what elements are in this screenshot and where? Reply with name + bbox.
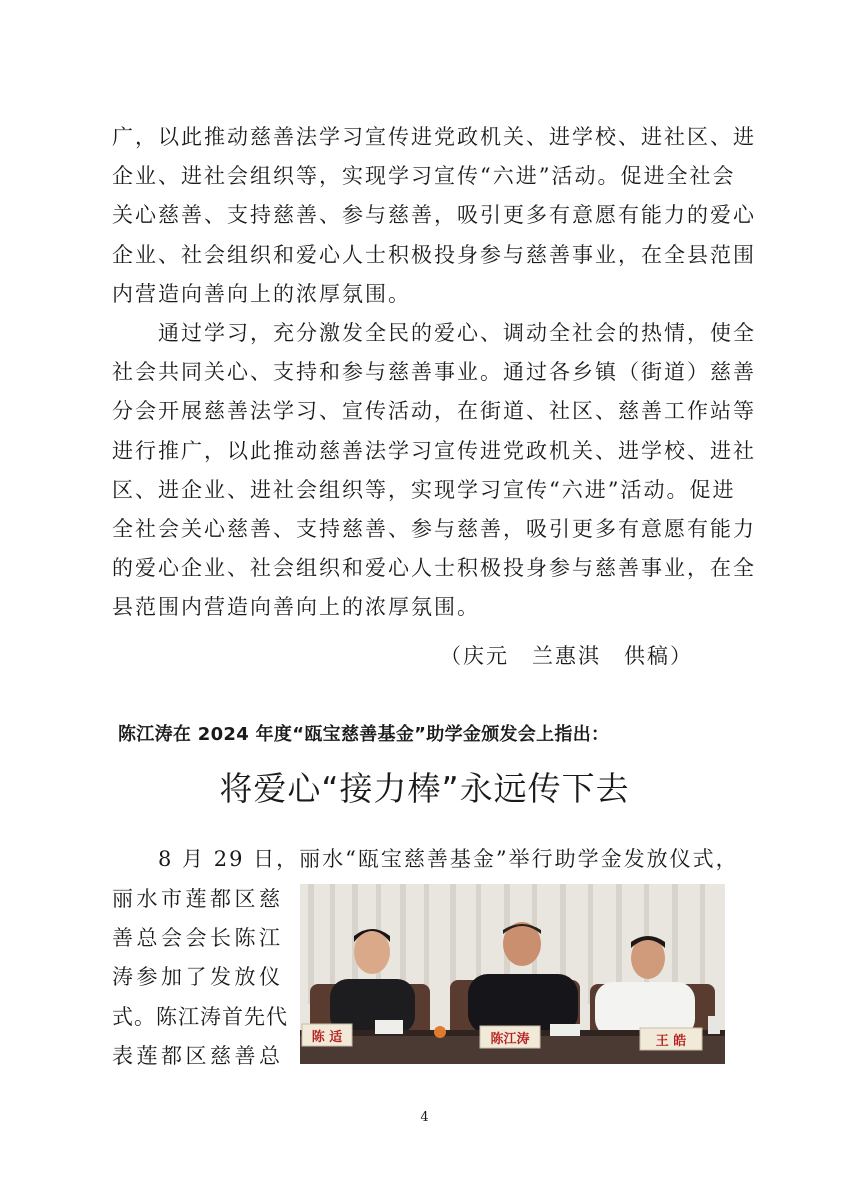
paragraph-line: 广，以此推动慈善法学习宣传进党政机关、进学校、进社区、进 — [112, 125, 756, 149]
paragraph-line: 内营造向善向上的浓厚氛围。 — [112, 281, 411, 306]
nameplate-left: 陈 适 — [311, 1030, 343, 1045]
page-number: 4 — [420, 1110, 429, 1125]
author-credit: （庆元 兰惠淇 供稿） — [440, 644, 693, 668]
article-lead — [112, 840, 740, 879]
paragraph-line: 县范围内营造向善向上的浓厚氛围。 — [112, 595, 480, 620]
paragraph-line: 善总会会长陈江 — [112, 926, 284, 951]
paragraph-2 — [112, 314, 756, 628]
paragraph-line: 企业、进社会组织等，实现学习宣传“六进”活动。促进全社会 — [112, 164, 736, 189]
paragraph-line: 式。陈江涛首先代 — [112, 1004, 288, 1029]
paragraph-line: 区、进企业、进社会组织等，实现学习宣传“六进”活动。促进 — [112, 477, 736, 502]
paragraph-line: 进行推广，以此推动慈善法学习宣传进党政机关、进学校、进社 — [112, 438, 756, 463]
paragraph-line: 涛参加了发放仪 — [112, 965, 284, 990]
paragraph-line: 全社会关心慈善、支持慈善、参与慈善，吸引更多有意愿有能力 — [112, 516, 756, 541]
nameplate-center: 陈江涛 — [490, 1032, 530, 1047]
article-headline: 将爱心“接力棒”永远传下去 — [219, 769, 630, 808]
paragraph-line: 的爱心企业、社会组织和爱心人士积极投身参与慈善事业，在全 — [112, 556, 756, 581]
paragraph-line: 关心慈善、支持慈善、参与慈善，吸引更多有意愿有能力的爱心 — [112, 203, 756, 228]
nameplate-right: 王 皓 — [655, 1034, 687, 1049]
article-wrap-text — [112, 880, 290, 1076]
meeting-photo-illustration — [300, 884, 725, 1064]
paragraph-line: 社会共同关心、支持和参与慈善事业。通过各乡镇（街道）慈善 — [112, 360, 756, 385]
paragraph-line: 8 月 29 日，丽水“瓯宝慈善基金”举行助学金发放仪式， — [112, 847, 739, 871]
paragraph-line: 企业、社会组织和爱心人士积极投身参与慈善事业，在全县范围 — [112, 242, 756, 267]
paragraph-line: 丽水市莲都区慈 — [112, 887, 284, 911]
paragraph-1 — [112, 118, 756, 314]
article-kicker: 陈江涛在 2024 年度“瓯宝慈善基金”助学金颁发会上指出： — [118, 724, 610, 745]
paragraph-line: 表莲都区慈善总 — [112, 1043, 284, 1068]
paragraph-line: 通过学习，充分激发全民的爱心、调动全社会的热情，使全 — [112, 321, 756, 345]
paragraph-line: 分会开展慈善法学习、宣传活动，在街道、社区、慈善工作站等 — [112, 399, 756, 424]
article-photo — [300, 884, 725, 1064]
